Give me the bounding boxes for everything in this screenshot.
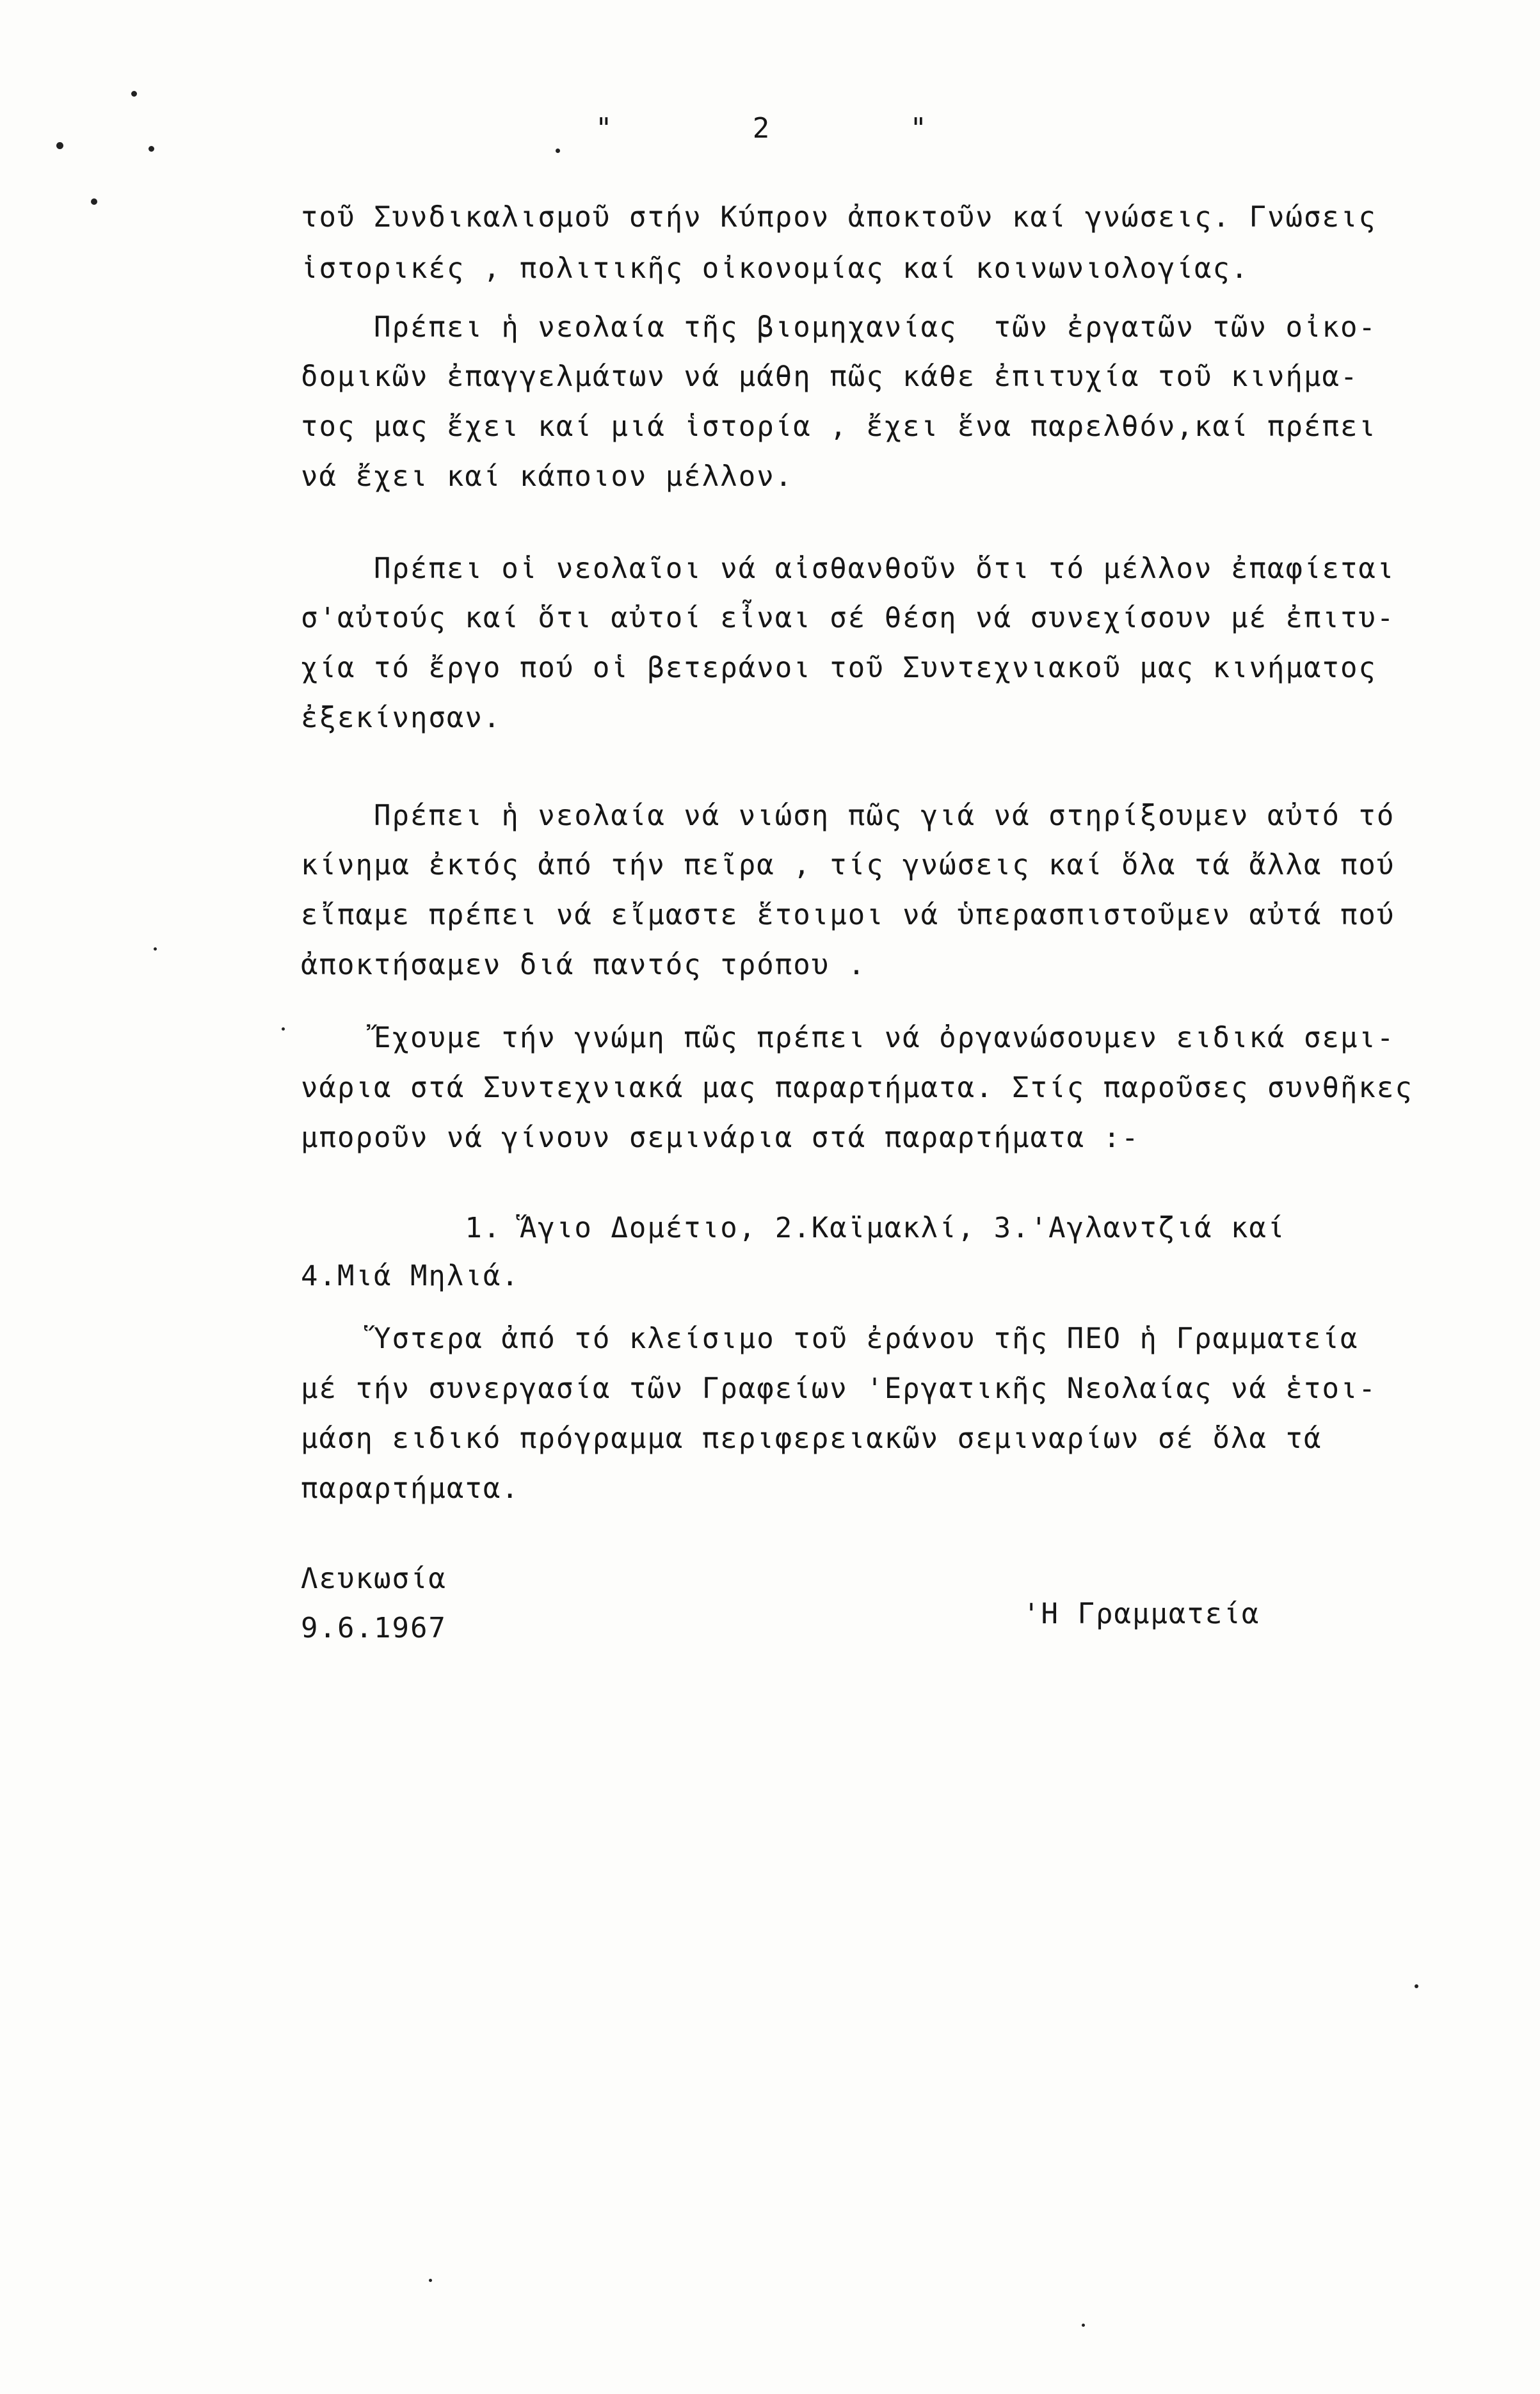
text-line: ἀποκτήσαμεν διά παντός τρόπου . — [301, 949, 867, 981]
document-date: 9.6.1967 — [301, 1612, 447, 1644]
text-line: χία τό ἔργο πού οἱ βετεράνοι τοῦ Συντεχνιακοῦ μας κινήματος — [301, 652, 1377, 684]
text-line: Ὕστερα ἀπό τό κλείσιμο τοῦ ἐράνου τῆς ΠΕΟ ἡ Γραμματεία — [301, 1322, 1359, 1355]
text-line: ἐξεκίνησαν. — [301, 702, 502, 734]
scan-speck — [91, 198, 97, 205]
scan-speck — [154, 947, 157, 951]
scan-speck — [1082, 2324, 1085, 2327]
text-line: Ἔχουμε τήν γνώμη πῶς πρέπει νά ὀργανώσουμεν ειδικά σεμι- — [301, 1022, 1395, 1054]
text-line: μάση ειδικό πρόγραμμα περιφερειακῶν σεμιναρίων σέ ὅλα τά — [301, 1422, 1322, 1455]
scan-speck — [131, 91, 137, 97]
text-line: νάρια στά Συντεχνιακά μας παραρτήματα. Στίς παροῦσες συνθῆκες — [301, 1072, 1413, 1104]
text-line: σ'αὐτούς καί ὅτι αὐτοί εἶναι σέ θέση νά συνεχίσουν μέ ἐπιτυ- — [301, 602, 1395, 634]
text-line: νά ἔχει καί κάποιον μέλλον. — [301, 460, 794, 493]
page-header — [595, 112, 928, 145]
text-line: εἴπαμε πρέπει νά εἴμαστε ἕτοιμοι νά ὑπερασπιστοῦμεν αὐτά πού — [301, 899, 1395, 931]
text-line: τοῦ Συνδικαλισμοῦ στήν Κύπρον ἀποκτοῦν καί γνώσεις. Γνώσεις — [301, 201, 1377, 234]
scan-speck — [556, 149, 560, 153]
text-line: παραρτήματα. — [301, 1472, 520, 1505]
place-name: Λευκωσία — [301, 1563, 447, 1595]
text-line: Πρέπει ἡ νεολαία τῆς βιομηχανίας τῶν ἐργατῶν τῶν οἰκο- — [301, 311, 1377, 344]
text-line: κίνημα ἐκτός ἀπό τήν πεῖρα , τίς γνώσεις καί ὅλα τά ἄλλα πού — [301, 849, 1395, 881]
text-line: ἱστορικές , πολιτικῆς οἰκονομίας καί κοινωνιολογίας. — [301, 252, 1249, 285]
scan-speck — [1415, 1984, 1418, 1988]
text-line: μέ τήν συνεργασία τῶν Γραφείων 'Εργατικῆς Νεολαίας νά ἑτοι- — [301, 1372, 1377, 1405]
text-line: Πρέπει ἡ νεολαία νά νιώση πῶς γιά νά στηρίξουμεν αὐτό τό — [301, 799, 1395, 832]
text-line: τος μας ἔχει καί μιά ἱστορία , ἔχει ἕνα παρελθόν,καί πρέπει — [301, 410, 1377, 443]
text-line: Πρέπει οἱ νεολαῖοι νά αἰσθανθοῦν ὅτι τό μέλλον ἐπαφίεται — [301, 552, 1395, 585]
scan-speck — [56, 142, 63, 149]
text-line: δομικῶν ἐπαγγελμάτων νά μάθη πῶς κάθε ἐπιτυχία τοῦ κινήμα- — [301, 360, 1359, 393]
scan-speck — [148, 146, 154, 152]
header-quote-close: " — [910, 112, 928, 145]
scan-speck — [429, 2279, 432, 2282]
list-line: 1. Ἅγιο Δομέτιο, 2.Καϊμακλί, 3.'Αγλαντζιά καί — [301, 1212, 1286, 1244]
page-number: 2 — [752, 112, 771, 145]
list-line: 4.Μιά Μηλιά. — [301, 1260, 520, 1292]
text-line: μποροῦν νά γίνουν σεμινάρια στά παραρτήματα :- — [301, 1121, 1140, 1154]
header-quote-open: " — [595, 112, 614, 145]
scan-speck — [282, 1027, 285, 1031]
signature: 'Η Γραμματεία — [1023, 1598, 1260, 1630]
